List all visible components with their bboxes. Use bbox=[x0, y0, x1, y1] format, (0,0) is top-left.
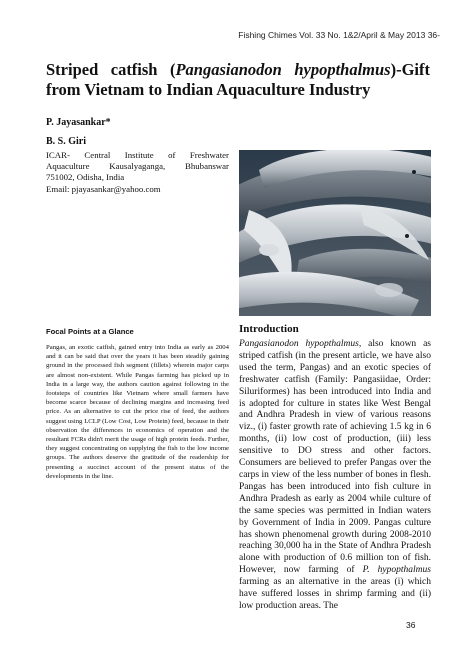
title-part2: )-Gift from Vietnam to Indian Aquaculture Industry bbox=[46, 60, 430, 99]
author-email: Email: pjayasankar@yahoo.com bbox=[46, 184, 161, 194]
affiliation bbox=[46, 150, 229, 183]
article-title bbox=[46, 60, 430, 100]
catfish-photo-illustration bbox=[239, 150, 431, 316]
affiliation-line-3: 751002, Odisha, India bbox=[46, 172, 125, 182]
intro-text-2: farming as an alternative in the areas (i) which have suffered losses in shrimp farming and (ii) low production areas. The bbox=[239, 577, 431, 611]
page-number: 36 bbox=[406, 620, 416, 630]
title-species: Pangasianodon hypopthalmus bbox=[175, 60, 391, 79]
author-1: P. Jayasankar* bbox=[46, 117, 111, 128]
affiliation-line-1: ICAR- Central Institute of Freshwater bbox=[46, 150, 229, 160]
focal-points-heading: Focal Points at a Glance bbox=[46, 327, 134, 336]
author-2: B. S. Giri bbox=[46, 136, 87, 147]
intro-species-name: Pangasianodon hypopthalmus, bbox=[239, 339, 362, 349]
focal-points-body: Pangas, an exotic catfish, gained entry into India as early as 2004 and it can be said that over the years it has been steadily gaining ground in the processed fish segment (fillets) wherein major carps are almost non-existent. While Pangas farming has picked up in India in a large way, the authors caution against following in the footsteps of countries like Vietnam where small farmers have become scarce because of declining margins and increasing feed price. As an alternative to cut the price rise of feed, the authors suggest using LCLP (Low Cost, Low Protein) feed, because in their observation the differences in economics of operation and the resultant FCRs didn't merit the usage of high protein feeds. Further, they suggest concentrating on supplying the fish to the low income groups. The authors deserve the gratitude of the readership for presenting a succinct account of the present status of the developments in the line. bbox=[46, 344, 229, 480]
introduction-body bbox=[239, 339, 431, 613]
title-part1: Striped catfish ( bbox=[46, 60, 176, 79]
intro-text-1: also known as striped catfish (in the present article, we have also used the term, Pangas) and an exotic species of freshwater catfish (Family: Pangasiidae, Order: Siluriformes) has been introduced into India and is adopted for culture in states like West Bengal and Andhra Pradesh in view of various reasons viz., (i) faster growth rate of achieving 1.5 kg in 6 months, (ii) low cost of production, (iii) less sensitive to DO stress and other factors. Consumers are believed to prefer Pangas over the carps in view of the less number of bones in flesh. Pangas has been introduced into fish culture in Andhra Pradesh as early as 2004 while culture of the same species was permitted in Indian waters by Government of India in 2009. Pangas culture has shown phenomenal growth during 2008-2010 reaching 30,000 ha in the State of Andhra Pradesh alone with production of 0.6 million ton of fish. However, now farming of bbox=[239, 339, 431, 576]
catfish-photo bbox=[239, 150, 431, 316]
running-head: Fishing Chimes Vol. 33 No. 1&2/April & May 2013 36- bbox=[238, 30, 440, 40]
introduction-heading: Introduction bbox=[239, 323, 299, 335]
intro-species-name-2: P. hypopthalmus bbox=[362, 565, 431, 576]
affiliation-line-2: Aquaculture Kausalyaganga, Bhubanswar bbox=[46, 161, 229, 171]
